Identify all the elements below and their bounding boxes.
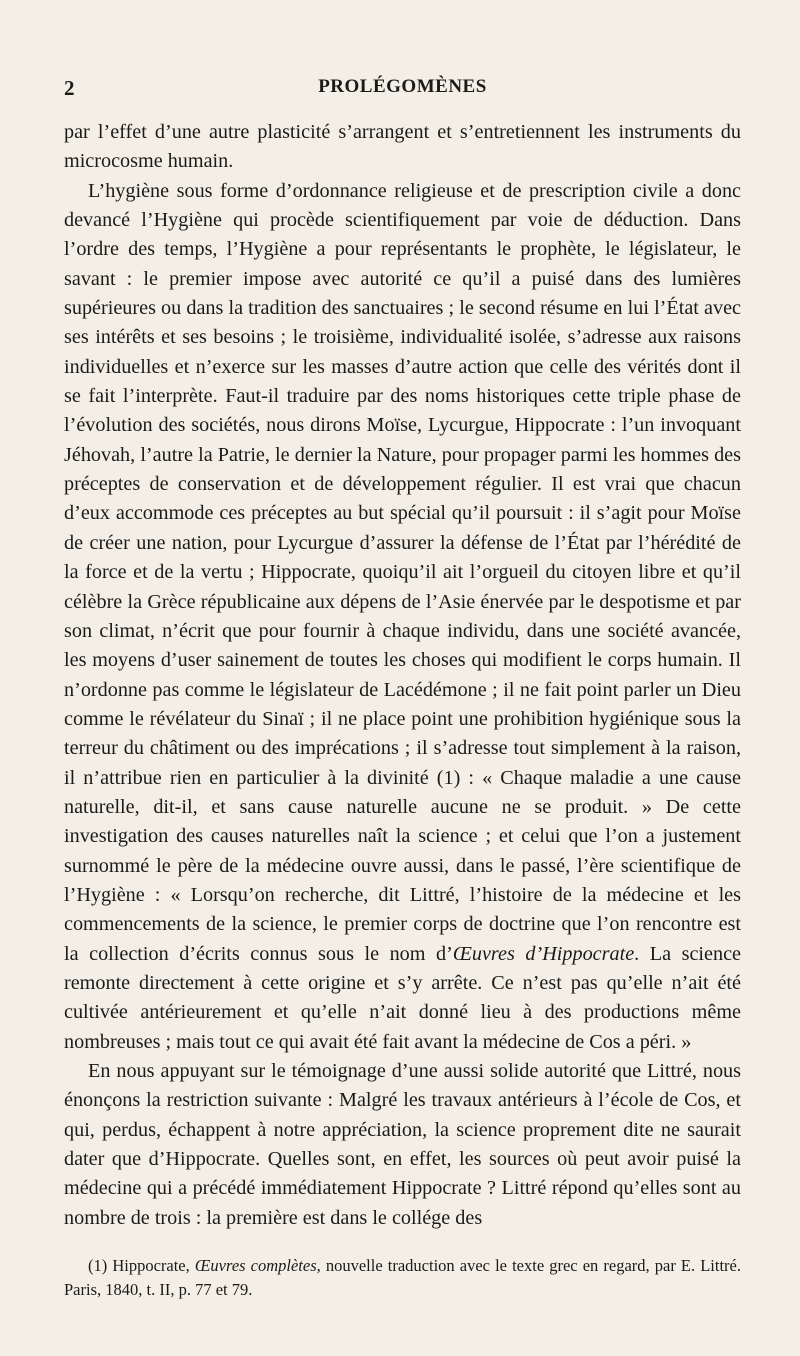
paragraph-3: En nous appuyant sur le témoignage d’une aussi solide autorité que Littré, nous énonçons la restriction suivante : Malgré les travaux antérieurs à l’école de Cos, et qui, perdus, échappent à notre appréciation, la science proprement dite ne saurait dater que d’Hippocrate. Quelles sont, en effet, les sources où peut avoir puisé la médecine qui a précédé immédiatement Hippocrate ? Littré répond qu’elles sont au nombre de trois : la première est dans le collége des (64, 1060, 741, 1229)
running-title: PROLÉGOMÈNES (318, 76, 487, 97)
paragraph-2-text: L’hygiène sous forme d’ordonnance religieuse et de prescription civile a donc devancé l’Hygiène qui procède scientifiquement par voie de déduction. Dans l’ordre des temps, l’Hygiène a pour représentants le prophète, le législateur, le savant : le premier impose avec autorité ce qu’il a puisé dans des lumières supérieures ou dans la tradition des sanctuaires ; le second résume en lui l’État avec ses intérêts et ses besoins ; le troisième, individualité isolée, s’adresse aux raisons individuelles et n’exerce sur les masses d’autre action que celle des vérités dont il se fait l’interprète. Faut-il traduire par des noms historiques cette triple phase de l’évolution des sociétés, nous dirons Moïse, Lycurgue, Hippocrate : l’un invoquant Jéhovah, l’autre la Patrie, le dernier la Nature, pour propager parmi les hommes des préceptes de conservation et de développement régulier. Il est vrai que chacun d’eux accommode ces préceptes au but spécial qu’il poursuit : il s’agit pour Moïse de créer une nation, pour Lycurgue d’assurer la défense de l’État par l’hérédité de la force et de la vertu ; Hippocrate, quoiqu’il ait l’orgueil du citoyen libre et qu’il célèbre la Grèce républicaine aux dépens de l’Asie énervée par le despotisme et par son climat, n’écrit que pour fournir à chaque individu, dans une société avancée, les moyens d’user sainement de toutes les choses qui modifient le corps humain. Il n’ordonne pas comme le législateur de Lacédémone ; il ne fait point parler un Dieu comme le révélateur du Sinaï ; il ne place point une prohibition hygiénique sous la terreur du châtiment ou des imprécations ; il s’adresse tout simplement à la raison, il n’attribue rien en particulier à la divinité (1) : « Chaque maladie a une cause naturelle, dit-il, et sans cause naturelle aucune ne se produit. » De cette investigation des causes naturelles naît la science ; et celui que l’on a justement surnommé le père de la médecine ouvre aussi, dans le passé, l’ère scientifique de l’Hygiène : « Lorsqu’on recherche, dit Littré, l’histoire de la médecine et les commencements de la science, le premier corps de doctrine que l’on rencontre est la collection d’écrits connus sous le nom d’ (64, 179, 741, 965)
body-text (64, 118, 741, 1233)
paragraph-2-tail: . La science remonte directement à cette origine et s’y arrête. Ce n’est pas qu’elle n’ait été cultivée antérieurement et qu’elle n’ait donné lieu à des productions même nombreuses ; mais tout ce qui avait été fait avant la médecine de Cos a péri. » (64, 942, 741, 1053)
running-head (64, 76, 741, 106)
footnote-italic-title: Œuvres complètes (194, 1256, 317, 1275)
paragraph-1: par l’effet d’une autre plasticité s’arrangent et s’entretiennent les instruments du microcosme humain. (64, 121, 741, 173)
paragraph-2 (64, 177, 741, 1057)
footnote-1 (64, 1254, 741, 1302)
page-number: 2 (64, 76, 75, 100)
book-title-italic: Œuvres d’Hippocrate (452, 942, 635, 965)
footnote-tail: , nouvelle traduction avec le texte grec en regard, par E. Littré. Paris, 1840, t. II, p. 77 et 79. (64, 1256, 741, 1299)
footnote-lead: (1) Hippocrate, (88, 1256, 195, 1275)
footnotes (64, 1254, 741, 1302)
